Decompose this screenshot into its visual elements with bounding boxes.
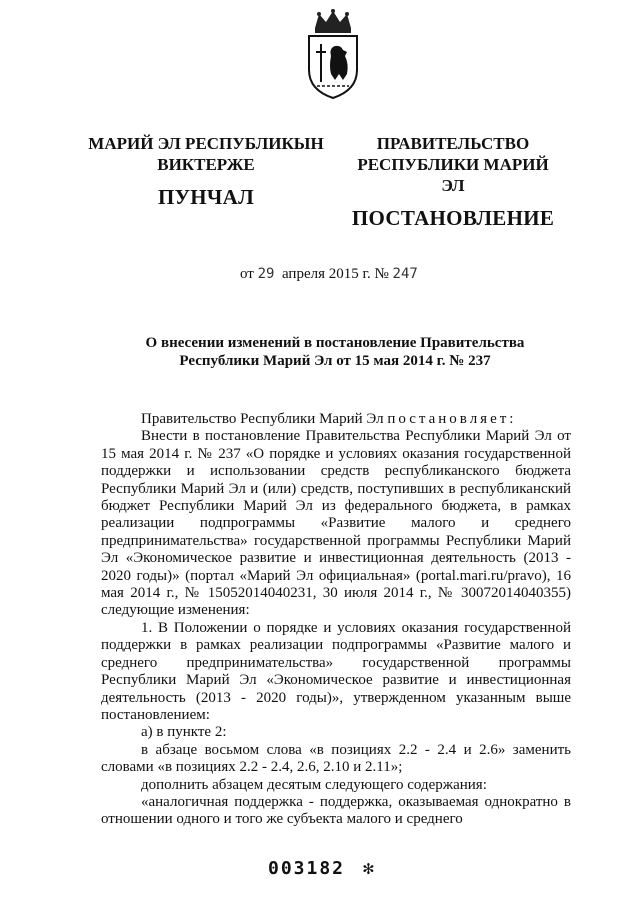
- body-paragraph: 1. В Положении о порядке и условиях оказания государственной поддержки в рамках реализации подпрограммы «Развитие малого и среднего предпринимательства» государственной программы Республики Марий Эл «Экономическое развитие и инвестиционная деятельность (2013 - 2020 годы)», утвержденном указанным выше постановлением:: [101, 619, 571, 723]
- date-prefix: от: [240, 266, 254, 282]
- body-paragraph: «аналогичная поддержка - поддержка, оказываемая однократно в отношении одного и того же субъекта малого и среднего: [101, 793, 571, 828]
- title-line2: Республики Марий Эл от 15 мая 2014 г. № 237: [179, 353, 491, 369]
- header-left-doc-type: ПУНЧАЛ: [157, 185, 255, 209]
- asterisk-icon: ✻: [363, 858, 376, 879]
- coat-of-arms-icon: [301, 8, 365, 100]
- document-body: [101, 411, 571, 829]
- preamble-text: Правительство Республики Марий Эл: [141, 411, 388, 427]
- header-left: [86, 133, 326, 208]
- footer-serial: [268, 858, 376, 879]
- header-right: [347, 133, 559, 229]
- body-paragraph: [101, 411, 571, 428]
- header-right-doc-type: ПОСТАНОВЛЕНИЕ: [351, 206, 555, 230]
- header-right-line1: ПРАВИТЕЛЬСТВО: [376, 134, 530, 153]
- document-title: [100, 334, 570, 370]
- header-left-line1: МАРИЙ ЭЛ РЕСПУБЛИКЫН: [88, 134, 324, 153]
- date-month-year: апреля 2015 г. №: [281, 266, 389, 282]
- header-left-line2: ВИКТЕРЖЕ: [157, 155, 255, 174]
- date-day: 29: [257, 266, 275, 282]
- preamble-spaced: постановляет:: [387, 411, 517, 427]
- header-right-line2: РЕСПУБЛИКИ МАРИЙ ЭЛ: [357, 155, 549, 195]
- serial-number: 003182: [268, 858, 346, 879]
- body-paragraph: а) в пункте 2:: [141, 724, 227, 741]
- document-number: 247: [392, 266, 418, 282]
- date-line: [240, 266, 418, 283]
- body-paragraph: Внести в постановление Правительства Республики Марий Эл от 15 мая 2014 г. № 237 «О порядке и условиях оказания государственной поддержки и использовании средств республиканского бюджета Республики Марий Эл и (или) средств, поступивших в республиканский бюджет Республики Марий Эл из федерального бюджета, в рамках реализации подпрограммы «Развитие малого и среднего предпринимательства» государственной программы Республики Марий Эл «Экономическое развитие и инвестиционная деятельность (2013 - 2020 годы)» (портал «Марий Эл официальная» (portal.mari.ru/pravo), 16 мая 2014 г., № 15052014040231, 30 июля 2014 г., № 30072014040355) следующие изменения:: [101, 428, 571, 619]
- body-paragraph: дополнить абзацем десятым следующего содержания:: [141, 776, 487, 793]
- title-line1: О внесении изменений в постановление Правительства: [145, 335, 525, 351]
- body-paragraph: в абзаце восьмом слова «в позициях 2.2 - 2.4 и 2.6» заменить словами «в позициях 2.2 - 2.4, 2.6, 2.10 и 2.11»;: [101, 741, 571, 776]
